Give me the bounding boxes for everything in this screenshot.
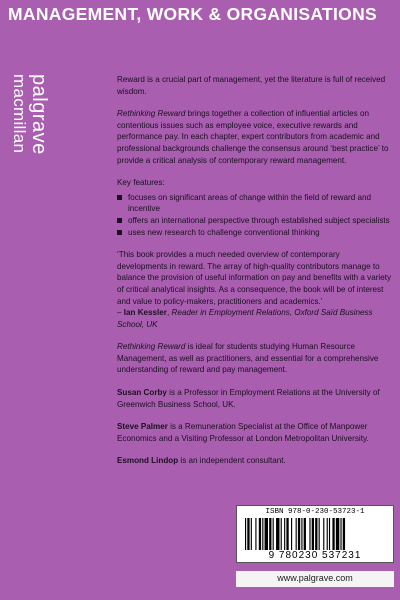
- description-paragraph: [117, 108, 392, 166]
- feature-text: uses new research to challenge conventional thinking: [128, 227, 320, 237]
- square-bullet-icon: [117, 218, 122, 223]
- book-title-italic: Rethinking Reward: [117, 342, 186, 352]
- quote-separator: ,: [166, 308, 172, 318]
- audience-text: is ideal for students studying Human Resource Management, as well as practitioners, and essential for a comprehensive understanding of reward and pay management.: [117, 342, 379, 375]
- logo-macmillan-text: macmillan: [10, 74, 29, 154]
- isbn-barcode: [236, 505, 394, 563]
- features-heading: Key features:: [117, 178, 165, 188]
- feature-item: [117, 227, 392, 239]
- feature-item: [117, 192, 392, 215]
- description-text: brings together a collection of influential articles on contentious issues such as employee voice, executive rewards and performance pay. In each chapter, expert contributors from academic and professional backgrounds challenge the consensus around ‘best practice’ to provide a critical analysis of contemporary reward management.: [117, 109, 389, 165]
- author-bio-text: is a Remuneration Specialist at the Office of Manpower Economics and a Visiting Professor at London Metropolitan University.: [117, 422, 369, 443]
- square-bullet-icon: [117, 230, 122, 235]
- barcode-icon: [243, 518, 387, 550]
- quote-dash: –: [117, 308, 124, 318]
- book-title-italic: Rethinking Reward: [117, 109, 186, 119]
- quote-text: ‘This book provides a much needed overview of contemporary developments in reward. The array of high-quality contributors manage to balance the provision of useful information on pay and benefits with a variety of critical analytical insights. As a consequence, the book will be of interest and value to policy-makers, practitioners and academics.’: [117, 250, 392, 306]
- author-name: Susan Corby: [117, 388, 167, 398]
- series-banner: [0, 0, 400, 33]
- author-name: Steve Palmer: [117, 422, 168, 432]
- quote-affiliation: Reader in Employment Relations, Oxford Saïd Business School, UK: [117, 308, 373, 329]
- author-bio-text: is a Professor in Employment Relations at the University of Greenwich Business School, UK.: [117, 388, 380, 409]
- website-badge[interactable]: [236, 571, 394, 587]
- author-bio-text: is an independent consultant.: [178, 456, 286, 466]
- series-title: MANAGEMENT, WORK & ORGANISATIONS: [8, 4, 377, 24]
- website-url[interactable]: www.palgrave.com: [277, 573, 353, 583]
- quote-author: Ian Kessler: [123, 308, 167, 318]
- square-bullet-icon: [117, 195, 122, 200]
- author-bio: [117, 421, 392, 444]
- feature-text: offers an international perspective through established subject specialists: [128, 215, 390, 225]
- review-quote: [117, 249, 392, 330]
- author-bio: [117, 387, 392, 410]
- palgrave-macmillan-logo: [6, 74, 50, 234]
- features-list: [117, 192, 392, 238]
- feature-text: focuses on significant areas of change within the field of reward and incentive: [128, 192, 371, 214]
- author-name: Esmond Lindop: [117, 456, 179, 466]
- isbn-label: ISBN 978-0-230-53723-1: [265, 508, 365, 516]
- barcode-number: 9 780230 537231: [268, 550, 362, 561]
- back-cover-blurb: [117, 74, 392, 478]
- audience-paragraph: [117, 341, 392, 376]
- logo-palgrave-text: palgrave: [28, 74, 50, 155]
- author-bio: [117, 455, 392, 467]
- intro-paragraph: Reward is a crucial part of management, yet the literature is full of received wisdom.: [117, 75, 386, 96]
- feature-item: [117, 215, 392, 227]
